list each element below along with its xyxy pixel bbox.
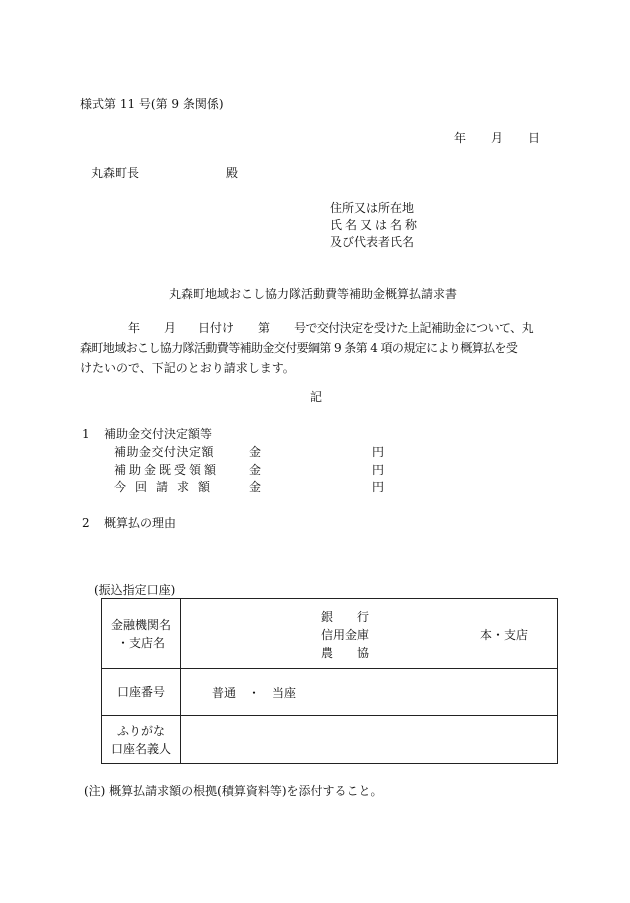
holder-label-cell xyxy=(102,716,181,764)
number-label-cell: 口座番号 xyxy=(102,669,181,716)
holder-label-line-2: 口座名義人 xyxy=(110,741,171,756)
date-day: 日 xyxy=(528,131,541,145)
bank-value-cell[interactable] xyxy=(181,599,558,669)
row-decision-amount-kin: 金 xyxy=(249,445,262,459)
body-line-3: けたいので、下記のとおり請求します。 xyxy=(80,361,295,375)
date-month: 月 xyxy=(491,131,504,145)
holder-value-cell[interactable] xyxy=(181,716,558,764)
number-types: 普通 ・ 当座 xyxy=(212,685,297,700)
applicant-rep-label: 及び代表者氏名 xyxy=(330,235,415,249)
row-received-amount-kin: 金 xyxy=(249,463,262,477)
branch-label: 本・支店 xyxy=(480,628,529,642)
body-paragraph xyxy=(80,318,550,378)
document-title: 丸森町地域おこし協力隊活動費等補助金概算払請求書 xyxy=(169,287,458,301)
row-decision-amount-label: 補助金交付決定額 xyxy=(114,445,215,459)
account-caption: (振込指定口座) xyxy=(94,583,176,597)
holder-label-line-1: ふりがな xyxy=(116,723,165,738)
body-line-1: 年 月 日付け 第 号で交付決定を受けた上記補助金について、丸 xyxy=(128,321,533,335)
account-row-bank xyxy=(102,599,558,669)
row-decision-amount-yen: 円 xyxy=(372,445,385,459)
row-request-amount-yen: 円 xyxy=(372,480,385,494)
section-1-title: 補助金交付決定額等 xyxy=(104,427,213,441)
row-request-amount-kin: 金 xyxy=(249,480,262,494)
section-2-number: 2 xyxy=(82,516,90,530)
footnote: (注) 概算払請求額の根拠(積算資料等)を添付すること。 xyxy=(84,784,383,798)
bank-label-line-2: ・支店名 xyxy=(116,635,165,650)
section-1-number: 1 xyxy=(82,427,90,441)
date-year: 年 xyxy=(454,131,467,145)
row-received-amount-yen: 円 xyxy=(372,463,385,477)
addressee-honorific: 殿 xyxy=(226,166,239,180)
applicant-name-label: 氏名又は名称 xyxy=(330,218,421,232)
body-line-2: 森町地域おこし協力隊活動費等補助金交付要綱第 9 条第 4 項の規定により概算払を受 xyxy=(80,341,518,355)
bank-type-nokyo: 農 協 xyxy=(321,646,370,660)
form-number: 様式第 11 号(第 9 条関係) xyxy=(80,97,224,111)
bank-type-shinkin: 信用金庫 xyxy=(321,628,370,642)
number-value-cell[interactable] xyxy=(181,669,558,716)
applicant-address-label: 住所又は所在地 xyxy=(330,201,415,215)
bank-label-cell xyxy=(102,599,181,669)
bank-label-line-1: 金融機関名 xyxy=(110,617,171,632)
addressee-name: 丸森町長 xyxy=(91,166,140,180)
account-table xyxy=(101,598,558,764)
row-received-amount-label: 補助金既受領額 xyxy=(114,463,220,477)
account-row-number xyxy=(102,669,558,716)
account-row-holder xyxy=(102,716,558,764)
row-request-amount-label: 今回請求額 xyxy=(114,480,220,494)
ki-heading: 記 xyxy=(310,390,323,404)
bank-type-bank: 銀 行 xyxy=(321,610,370,624)
section-2-title: 概算払の理由 xyxy=(104,516,177,530)
